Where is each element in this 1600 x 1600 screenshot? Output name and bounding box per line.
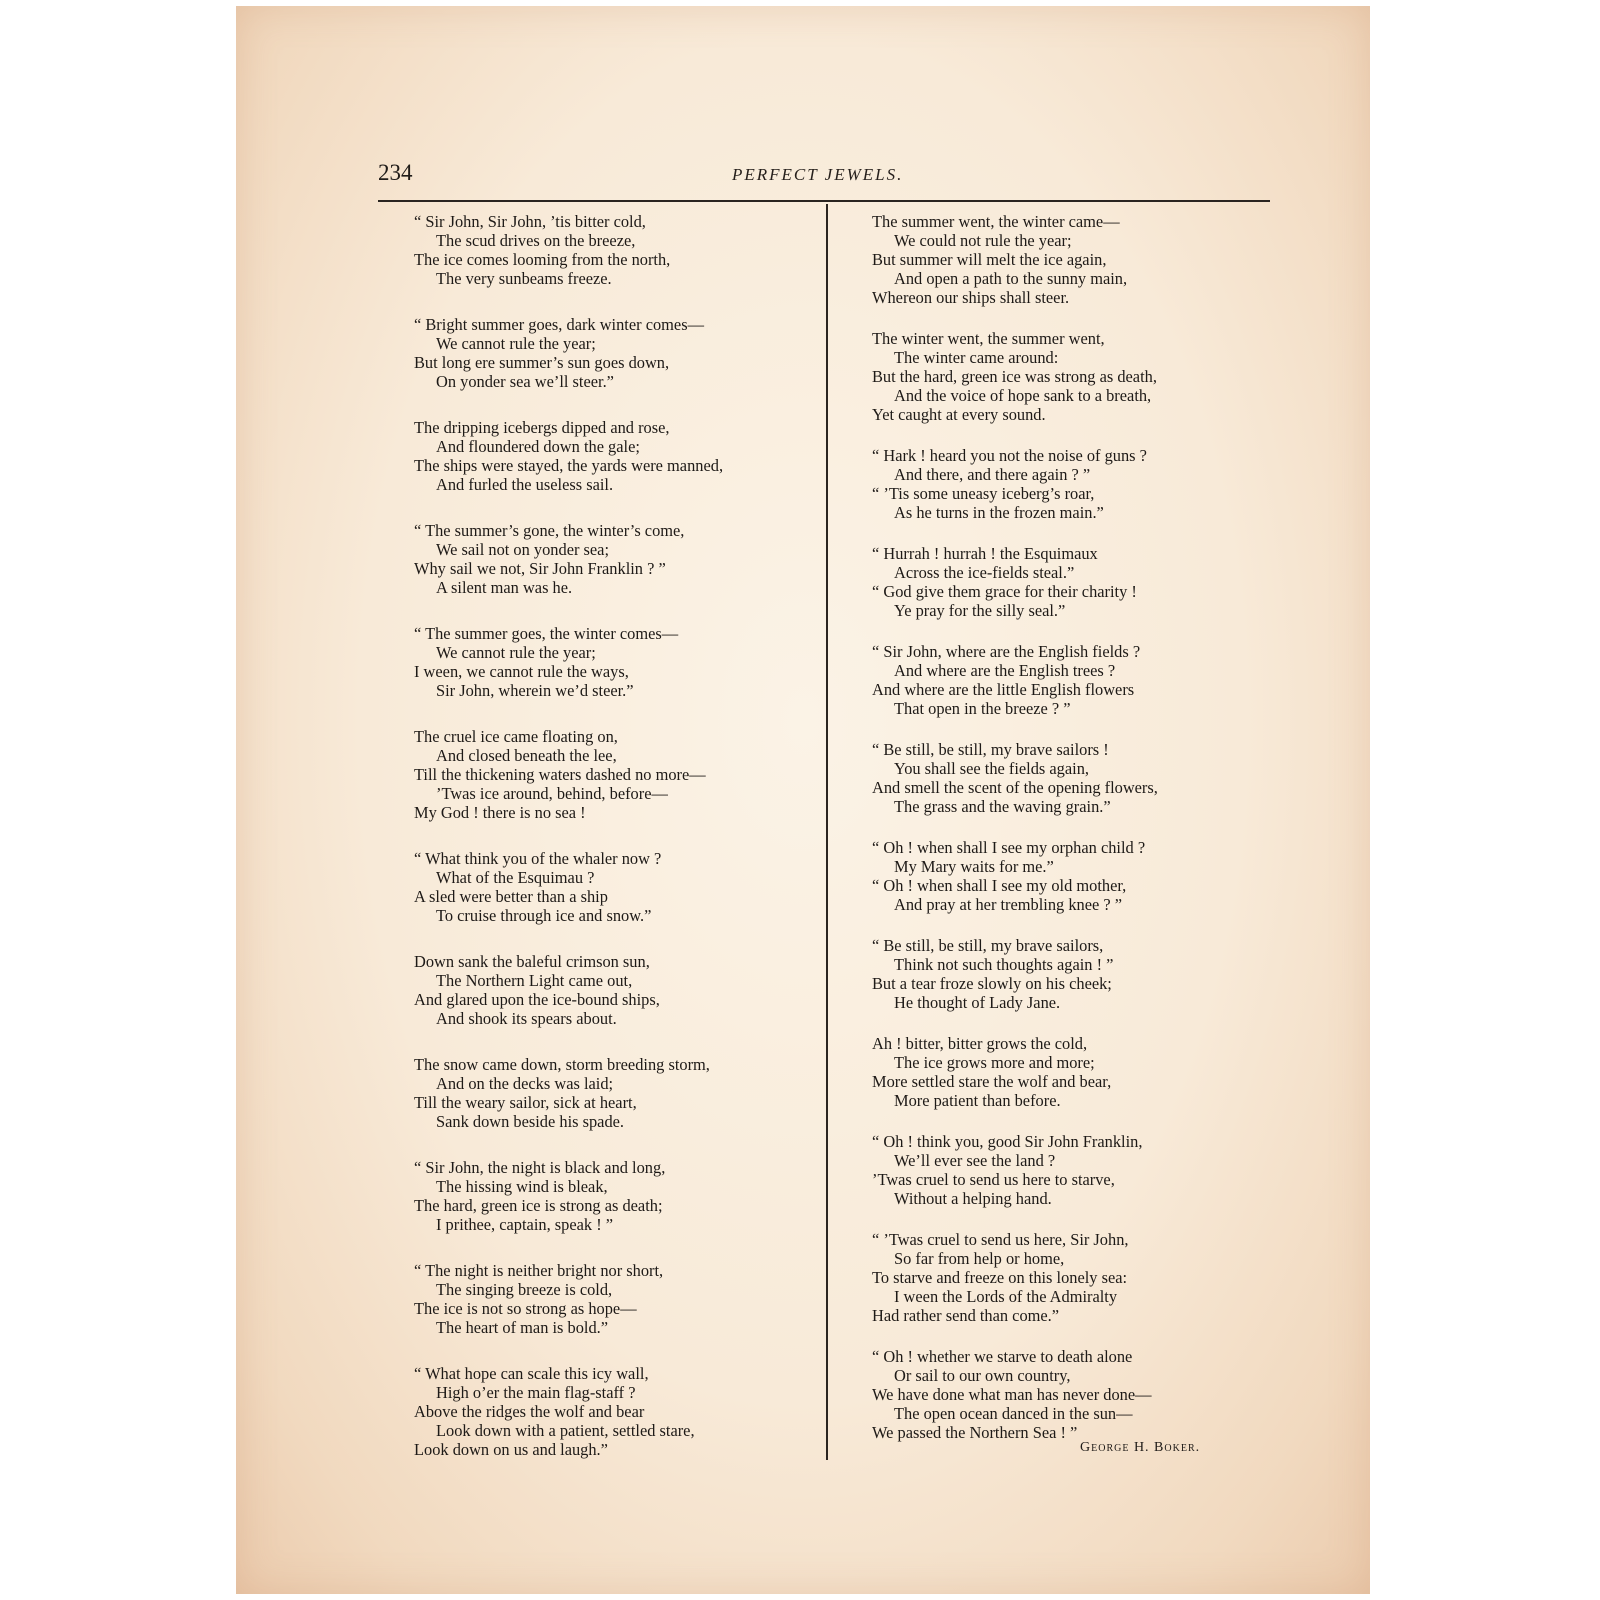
poem-line: The grass and the waving grain.” (894, 797, 1111, 816)
poem-line: And there, and there again ? ” (894, 465, 1091, 484)
stanza (414, 212, 814, 288)
poem-line: And where are the little English flowers (872, 680, 1135, 699)
poem-line: Look down on us and laugh.” (414, 1440, 608, 1459)
poem-line: High o’er the main flag-staff ? (436, 1383, 636, 1402)
poem-line: But a tear froze slowly on his cheek; (872, 974, 1112, 993)
poem-line: Or sail to our own country, (894, 1366, 1071, 1385)
poem-line: Think not such thoughts again ! ” (894, 955, 1114, 974)
poem-line: As he turns in the frozen main.” (894, 503, 1104, 522)
poem-line: Whereon our ships shall steer. (872, 288, 1070, 307)
author-attribution: George H. Boker. (1080, 1440, 1201, 1455)
poem-line: But the hard, green ice was strong as death, (872, 367, 1157, 386)
stanza (414, 315, 814, 391)
poem-line: “ Sir John, where are the English fields ? (872, 642, 1141, 661)
poem-line: Till the weary sailor, sick at heart, (414, 1093, 637, 1112)
poem-line: We’ll ever see the land ? (894, 1151, 1056, 1170)
poem-line: To cruise through ice and snow.” (436, 906, 652, 925)
poem-line: The scud drives on the breeze, (436, 231, 636, 250)
poem-line: And on the decks was laid; (436, 1074, 614, 1093)
stanza (872, 740, 1272, 816)
poem-line: But summer will melt the ice again, (872, 250, 1107, 269)
poem-line: Across the ice-fields steal.” (894, 563, 1075, 582)
page-number: 234 (378, 160, 413, 185)
poem-line: And smell the scent of the opening flowers, (872, 778, 1158, 797)
poem-line: And the voice of hope sank to a breath, (894, 386, 1152, 405)
poem-line: The singing breeze is cold, (436, 1280, 613, 1299)
poem-line: Look down with a patient, settled stare, (436, 1421, 695, 1440)
poem-line: ’Twas cruel to send us here to starve, (872, 1170, 1115, 1189)
poem-line: “ Oh ! when shall I see my orphan child ? (872, 838, 1146, 857)
poem-line: Ye pray for the silly seal.” (894, 601, 1066, 620)
stanza (414, 1055, 814, 1131)
poem-line: The ships were stayed, the yards were manned, (414, 456, 724, 475)
poem-line: “ God give them grace for their charity ! (872, 582, 1137, 601)
stanza (872, 329, 1272, 424)
poem-line: We cannot rule the year; (436, 334, 596, 353)
poem-line: The ice comes looming from the north, (414, 250, 671, 269)
stanza (872, 446, 1272, 522)
poem-line: We cannot rule the year; (436, 643, 596, 662)
poem-line: The winter came around: (894, 348, 1059, 367)
stanza (872, 838, 1272, 914)
poem-line: And shook its spears about. (436, 1009, 617, 1028)
poem-line: The open ocean danced in the sun— (894, 1404, 1133, 1423)
poem-line: “ Oh ! when shall I see my old mother, (872, 876, 1127, 895)
stanza (414, 1364, 814, 1459)
poem-line: The hissing wind is bleak, (436, 1177, 608, 1196)
poem-line: The snow came down, storm breeding storm, (414, 1055, 710, 1074)
poem-line: The dripping icebergs dipped and rose, (414, 418, 670, 437)
poem-line: Above the ridges the wolf and bear (414, 1402, 645, 1421)
poem-line: We could not rule the year; (894, 231, 1072, 250)
poem-line: A silent man was he. (436, 578, 573, 597)
poem-line: “ Be still, be still, my brave sailors, (872, 936, 1104, 955)
page-header (378, 160, 1270, 202)
poem-line: And floundered down the gale; (436, 437, 640, 456)
poem-line: We have done what man has never done— (872, 1385, 1152, 1404)
poem-column-left (414, 212, 814, 1459)
stanza (872, 212, 1272, 307)
poem-line: And glared upon the ice-bound ships, (414, 990, 660, 1009)
poem-line: He thought of Lady Jane. (894, 993, 1061, 1012)
poem-line: To starve and freeze on this lonely sea: (872, 1268, 1128, 1287)
poem-line: And pray at her trembling knee ? ” (894, 895, 1123, 914)
poem-line: On yonder sea we’ll steer.” (436, 372, 614, 391)
stanza (414, 849, 814, 925)
poem-line: My Mary waits for me.” (894, 857, 1054, 876)
poem-line: “ Be still, be still, my brave sailors ! (872, 740, 1109, 759)
poem-line: “ Hark ! heard you not the noise of guns ? (872, 446, 1147, 465)
poem-line: But long ere summer’s sun goes down, (414, 353, 670, 372)
poem-line: Till the thickening waters dashed no more— (414, 765, 706, 784)
running-title: PERFECT JEWELS. (732, 165, 904, 184)
poem-column-right (872, 212, 1272, 1442)
poem-line: The hard, green ice is strong as death; (414, 1196, 663, 1215)
poem-line: “ ’Tis some uneasy iceberg’s roar, (872, 484, 1095, 503)
poem-line: “ Hurrah ! hurrah ! the Esquimaux (872, 544, 1098, 563)
poem-line: And open a path to the sunny main, (894, 269, 1128, 288)
poem-line: I ween, we cannot rule the ways, (414, 662, 629, 681)
poem-line: Why sail we not, Sir John Franklin ? ” (414, 559, 666, 578)
poem-line: And where are the English trees ? (894, 661, 1116, 680)
poem-line: “ The summer’s gone, the winter’s come, (414, 521, 685, 540)
poem-line: “ What think you of the whaler now ? (414, 849, 662, 868)
poem-line: The Northern Light came out, (436, 971, 633, 990)
poem-line: The summer went, the winter came— (872, 212, 1120, 231)
stanza (872, 544, 1272, 620)
poem-line: “ Sir John, Sir John, ’tis bitter cold, (414, 212, 646, 231)
poem-line: “ The summer goes, the winter comes— (414, 624, 679, 643)
poem-line: Without a helping hand. (894, 1189, 1052, 1208)
stanza (414, 418, 814, 494)
poem-line: The ice grows more and more; (894, 1053, 1095, 1072)
poem-line: We passed the Northern Sea ! ” (872, 1423, 1078, 1442)
stanza (872, 1347, 1272, 1442)
stanza (872, 936, 1272, 1012)
poem-line: I ween the Lords of the Admiralty (894, 1287, 1118, 1306)
column-divider (826, 204, 828, 1460)
poem-line: “ Sir John, the night is black and long, (414, 1158, 666, 1177)
poem-line: The cruel ice came floating on, (414, 727, 618, 746)
poem-line: I prithee, captain, speak ! ” (436, 1215, 614, 1234)
poem-line: So far from help or home, (894, 1249, 1065, 1268)
poem-line: “ What hope can scale this icy wall, (414, 1364, 649, 1383)
stanza (414, 1261, 814, 1337)
stanza (872, 1132, 1272, 1208)
poem-line: Yet caught at every sound. (872, 405, 1046, 424)
poem-line: And closed beneath the lee, (436, 746, 617, 765)
stanza (872, 1230, 1272, 1325)
stanza (414, 1158, 814, 1234)
poem-line: “ Bright summer goes, dark winter comes— (414, 315, 704, 334)
poem-line: Ah ! bitter, bitter grows the cold, (872, 1034, 1088, 1053)
poem-line: “ Oh ! whether we starve to death alone (872, 1347, 1133, 1366)
stanza (872, 642, 1272, 718)
stanza (414, 624, 814, 700)
poem-line: The heart of man is bold.” (436, 1318, 609, 1337)
poem-line: “ Oh ! think you, good Sir John Franklin, (872, 1132, 1143, 1151)
poem-line: The ice is not so strong as hope— (414, 1299, 637, 1318)
stanza (414, 521, 814, 597)
poem-line: The very sunbeams freeze. (436, 269, 612, 288)
poem-line: That open in the breeze ? ” (894, 699, 1071, 718)
poem-line: Sir John, wherein we’d steer.” (436, 681, 634, 700)
poem-line: The winter went, the summer went, (872, 329, 1105, 348)
stanza (414, 727, 814, 822)
poem-line: Had rather send than come.” (872, 1306, 1060, 1325)
poem-line: Down sank the baleful crimson sun, (414, 952, 650, 971)
stanza (872, 1034, 1272, 1110)
poem-line: More patient than before. (894, 1091, 1061, 1110)
poem-line: We sail not on yonder sea; (436, 540, 610, 559)
poem-line: “ The night is neither bright nor short, (414, 1261, 664, 1280)
poem-line: You shall see the fields again, (894, 759, 1089, 778)
poem-line: And furled the useless sail. (436, 475, 614, 494)
poem-line: My God ! there is no sea ! (414, 803, 586, 822)
poem-line: ’Twas ice around, behind, before— (436, 784, 668, 803)
poem-line: “ ’Twas cruel to send us here, Sir John, (872, 1230, 1129, 1249)
poem-line: What of the Esquimau ? (436, 868, 595, 887)
poem-line: More settled stare the wolf and bear, (872, 1072, 1112, 1091)
stanza (414, 952, 814, 1028)
poem-line: A sled were better than a ship (414, 887, 608, 906)
poem-line: Sank down beside his spade. (436, 1112, 625, 1131)
